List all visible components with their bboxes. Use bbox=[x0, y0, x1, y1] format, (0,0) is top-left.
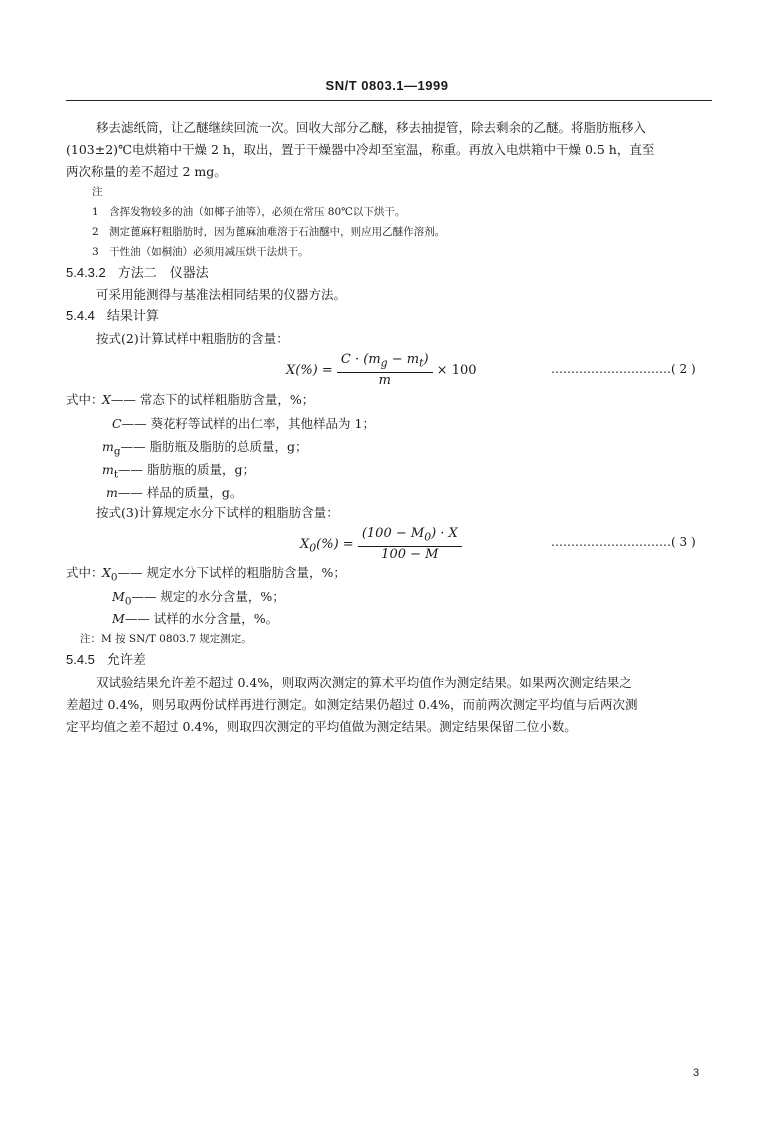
where-label-2: 式中： bbox=[66, 392, 104, 407]
section-5432-heading bbox=[66, 265, 209, 281]
where-label-3: 式中： bbox=[66, 565, 104, 580]
formula3-intro: 按式(3)计算规定水分下试样的粗脂肪含量： bbox=[96, 505, 339, 520]
formula2-eq-number: ( 2 ) bbox=[671, 362, 696, 376]
def3-m0: $M_0——$ 规定的水分含量，%； bbox=[112, 589, 285, 608]
note-item-2: 2 测定蓖麻籽粗脂肪时，因为蓖麻油难溶于石油醚中，则应用乙醚作溶剂。 bbox=[92, 226, 446, 238]
formula2-numerator: $C \cdot (m_g - m_t)$ bbox=[337, 352, 433, 373]
section-544-number: 5.4.4 bbox=[66, 308, 95, 323]
section-545-line-3: 定平均值之差不超过 0.4%，则取四次测定的平均值做为测定结果。测定结果保留二位小数。 bbox=[66, 719, 577, 734]
notes-title: 注 bbox=[92, 186, 103, 198]
formula2-multiplier: × 100 bbox=[436, 362, 477, 378]
def2-x: X—— 常态下的试样粗脂肪含量，%； bbox=[102, 392, 315, 407]
section-5432-body: 可采用能测得与基准法相同结果的仪器方法。 bbox=[96, 287, 347, 302]
formula3-numerator: $(100 - M_0) \cdot X$ bbox=[358, 526, 462, 547]
section-545-heading bbox=[66, 652, 146, 668]
section-5432-title: 方法二 仪器法 bbox=[117, 265, 209, 280]
def2-m: m—— 样品的质量，g。 bbox=[106, 485, 243, 500]
standard-number-header: SN/T 0803.1—1999 bbox=[325, 78, 449, 93]
def2-mg: $m_g——$ 脂肪瓶及脂肪的总质量，g； bbox=[102, 439, 308, 458]
page-number: 3 bbox=[693, 1067, 700, 1079]
section-545-number: 5.4.5 bbox=[66, 652, 95, 667]
def2-c: C—— 葵花籽等试样的出仁率，其他样品为 1； bbox=[112, 416, 375, 431]
intro-line-2: (103±2)℃电烘箱中干燥 2 h，取出，置于干燥器中冷却至室温，称重。再放入电烘箱中干燥 0.5 h，直至 bbox=[66, 142, 655, 157]
section-544-title: 结果计算 bbox=[106, 308, 159, 323]
formula3-note: 注：M 按 SN/T 0803.7 规定测定。 bbox=[80, 633, 252, 645]
note-item-3: 3 干性油（如桐油）必须用减压烘干法烘干。 bbox=[92, 246, 309, 258]
header-rule bbox=[66, 100, 712, 101]
note-item-1: 1 含挥发物较多的油（如椰子油等），必须在常压 80℃以下烘干。 bbox=[92, 206, 406, 218]
formula-3 bbox=[300, 526, 462, 563]
formula2-denominator: m bbox=[378, 372, 391, 388]
formula2-fraction bbox=[337, 352, 433, 389]
formula3-leader: …………………………( 3 ) bbox=[551, 535, 696, 549]
def3-x0: $X_0——$ 规定水分下试样的粗脂肪含量，%； bbox=[102, 565, 346, 584]
formula2-lhs: X(%) = bbox=[286, 362, 333, 378]
section-545-title: 允许差 bbox=[106, 652, 146, 667]
section-5432-number: 5.4.3.2 bbox=[66, 265, 106, 280]
formula-2 bbox=[286, 352, 477, 389]
intro-line-1: 移去滤纸筒，让乙醚继续回流一次。回收大部分乙醚，移去抽提管，除去剩余的乙醚。将脂肪瓶移入 bbox=[96, 120, 647, 135]
def3-m: M—— 试样的水分含量，%。 bbox=[112, 611, 279, 626]
formula2-leader: …………………………( 2 ) bbox=[551, 362, 696, 376]
formula3-lhs: $X_0(\%)$ = bbox=[300, 536, 354, 555]
formula2-intro: 按式(2)计算试样中粗脂肪的含量： bbox=[96, 331, 289, 346]
section-544-heading bbox=[66, 308, 159, 324]
def2-mt: $m_t——$ 脂肪瓶的质量，g； bbox=[102, 462, 256, 481]
section-545-line-1: 双试验结果允许差不超过 0.4%，则取两次测定的算术平均值作为测定结果。如果两次测定结果之 bbox=[96, 675, 632, 690]
intro-line-3: 两次称量的差不超过 2 mg。 bbox=[66, 164, 227, 179]
formula3-fraction bbox=[358, 526, 462, 563]
formula3-eq-number: ( 3 ) bbox=[671, 535, 696, 549]
section-545-line-2: 差超过 0.4%，则另取两份试样再进行测定。如测定结果仍超过 0.4%，而前两次测定平均值与后两次测 bbox=[66, 697, 638, 712]
formula3-denominator: 100 − M bbox=[381, 546, 439, 562]
